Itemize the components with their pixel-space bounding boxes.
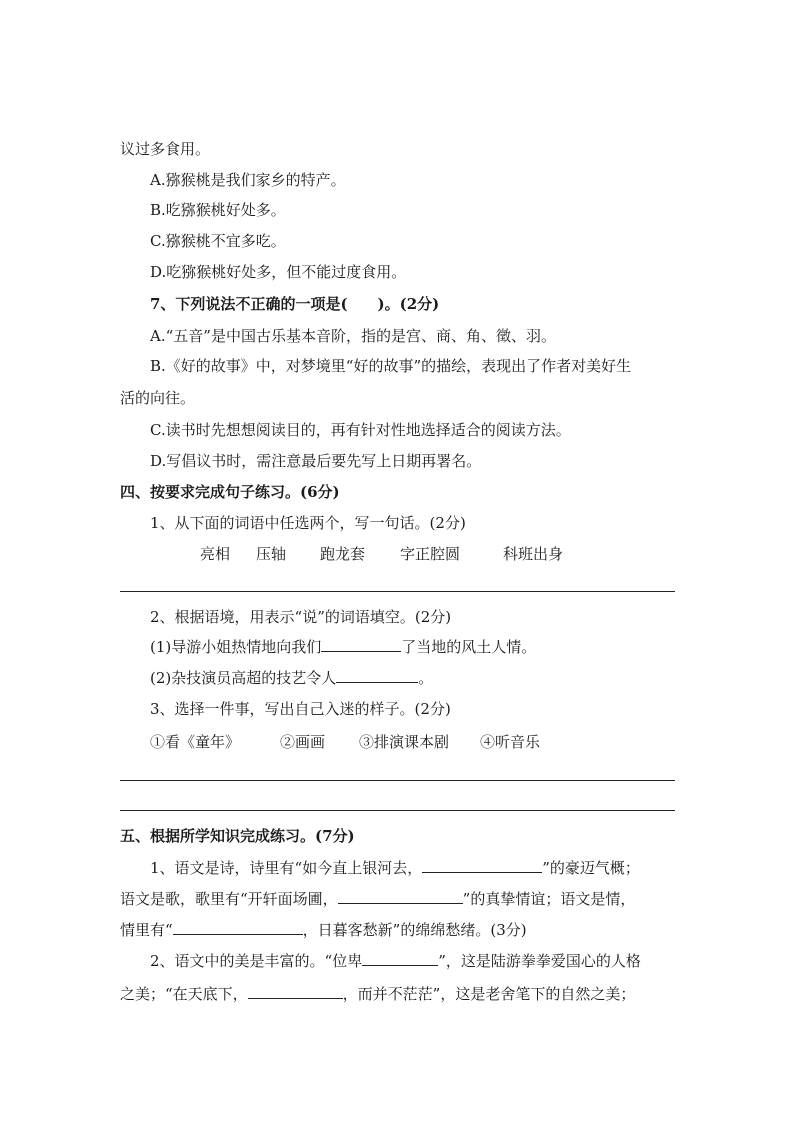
fill-blank[interactable] [321, 637, 401, 652]
section-5-line-5 [120, 984, 635, 1004]
option-list [0, 732, 794, 752]
question-7-option-a: A.“五音”是中国古乐基本音阶，指的是宫、商、角、徵、羽。 [150, 327, 556, 345]
text: 之美；“在天底下， [120, 985, 248, 1003]
section-5-title: 五、根据所学知识完成练习。(7分) [120, 827, 355, 845]
word-item: 亮相 [200, 545, 231, 563]
word-item: 科班出身 [503, 545, 564, 563]
word-item: 跑龙套 [320, 545, 366, 563]
section-4-q2-item-1 [150, 637, 536, 657]
text: 情里有“ [120, 921, 173, 939]
section-4-q2-item-2 [150, 668, 433, 688]
section-5-line-2 [120, 889, 635, 909]
item-2-suffix: 。 [418, 669, 434, 687]
word-item: 字正腔圆 [400, 545, 461, 563]
fill-blank[interactable] [248, 984, 343, 999]
word-item: 压轴 [256, 545, 287, 563]
word-list [0, 544, 794, 564]
item-1-suffix: 了当地的风土人情。 [401, 638, 537, 656]
option-item: ③排演课本剧 [359, 733, 450, 751]
question-7-option-d: D.写倡议书时，需注意最后要先写上日期再署名。 [150, 452, 482, 470]
fill-blank[interactable] [336, 668, 418, 683]
text: ，日暮客愁新”的绵绵愁绪。(3分) [302, 921, 527, 939]
option-item: ①看《童年》 [150, 733, 241, 751]
fill-blank[interactable] [338, 889, 463, 904]
text: ，而并不茫茫”，这是老舍笔下的自然之美； [342, 985, 636, 1003]
text: 2、语文中的美是丰富的。“位卑 [150, 952, 363, 970]
text: 1、语文是诗，诗里有“如今直上银河去， [150, 859, 423, 877]
item-2-prefix: (2)杂技演员高超的技艺令人 [150, 669, 337, 687]
option-a: A.猕猴桃是我们家乡的特产。 [150, 171, 346, 189]
answer-line[interactable] [120, 810, 675, 811]
fill-blank[interactable] [422, 858, 542, 873]
answer-line[interactable] [120, 780, 675, 781]
section-5-line-1 [150, 858, 640, 878]
option-b: B.吃猕猴桃好处多。 [150, 201, 286, 219]
section-4-q2: 2、根据语境，用表示“说”的词语填空。(2分) [150, 608, 452, 626]
section-5-line-3 [120, 920, 527, 940]
section-5-line-4 [150, 951, 641, 971]
section-4-q1: 1、从下面的词语中任选两个，写一句话。(2分) [150, 514, 466, 532]
section-4-q3: 3、选择一件事，写出自己入迷的样子。(2分) [150, 700, 451, 718]
option-d: D.吃猕猴桃好处多，但不能过度食用。 [150, 263, 407, 281]
text: ”，这是陆游拳拳爱国心的人格 [438, 952, 641, 970]
text-line-continuation: 议过多食用。 [120, 140, 211, 158]
item-1-prefix: (1)导游小姐热情地向我们 [150, 638, 322, 656]
fill-blank[interactable] [173, 920, 303, 935]
option-item: ②画画 [280, 733, 326, 751]
text: ”的豪迈气概； [542, 859, 640, 877]
question-7-option-b: B.《好的故事》中，对梦境里“好的故事”的描绘，表现出了作者对美好生 [150, 357, 632, 375]
text: ”的真挚情谊；语文是情， [462, 890, 636, 908]
question-7-option-b-cont: 活的向往。 [120, 389, 196, 407]
section-4-title: 四、按要求完成句子练习。(6分) [120, 483, 340, 501]
text: 语文是歌，歌里有“开轩面场圃， [120, 890, 338, 908]
question-7-title: 7、下列说法不正确的一项是( )。(2分) [150, 295, 440, 313]
question-7-option-c: C.读书时先想想阅读目的，再有针对性地选择适合的阅读方法。 [150, 421, 571, 439]
option-c: C.猕猴桃不宜多吃。 [150, 232, 286, 250]
option-item: ④听音乐 [480, 733, 541, 751]
answer-line[interactable] [120, 591, 675, 592]
fill-blank[interactable] [362, 951, 438, 966]
